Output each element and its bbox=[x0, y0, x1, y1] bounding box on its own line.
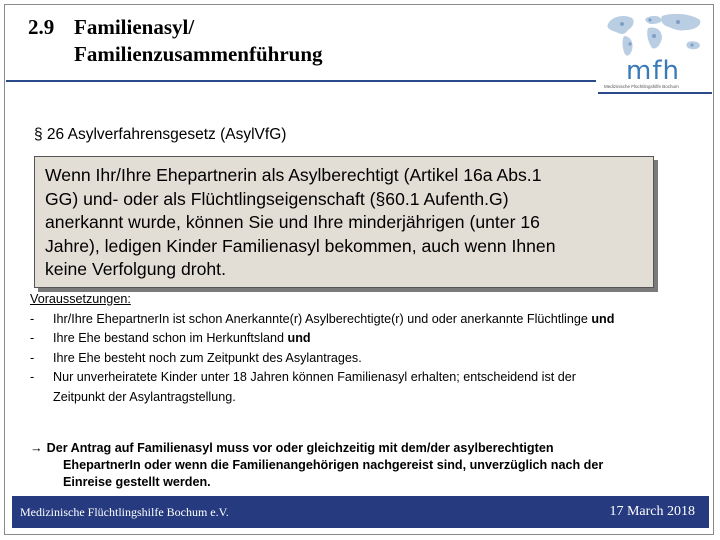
list-item bbox=[30, 368, 690, 388]
list-dash: - bbox=[30, 350, 35, 365]
callout-line: Jahre), ledigen Kinder Familienasyl bekommen, auch wenn Ihnen bbox=[45, 235, 556, 256]
list-item-text: Nur unverheiratete Kinder unter 18 Jahren können Familienasyl erhalten; entscheidend ist der bbox=[53, 370, 576, 384]
slide-title bbox=[28, 14, 323, 68]
list-item-bold: und bbox=[287, 331, 311, 345]
logo-text: mfh bbox=[626, 56, 680, 86]
list-dash: - bbox=[30, 331, 35, 345]
footer-date: 17 March 2018 bbox=[609, 504, 695, 519]
list-item-bold: und bbox=[591, 311, 615, 326]
list-dash: - bbox=[30, 311, 35, 326]
callout-line: Wenn Ihr/Ihre Ehepartnerin als Asylberechtigt (Artikel 16a Abs.1 bbox=[45, 165, 542, 185]
law-subtitle: § 26 Asylverfahrensgesetz (AsylVfG) bbox=[34, 126, 287, 143]
list-item-text: Zeitpunkt der Asylantragstellung. bbox=[53, 389, 236, 404]
callout-line: keine Verfolgung droht. bbox=[45, 259, 226, 279]
list-item bbox=[30, 310, 690, 330]
conclusion-line: Einreise gestellt werden. bbox=[63, 475, 211, 489]
list-item-text: Ihre Ehe besteht noch zum Zeitpunkt des Asylantrages. bbox=[53, 350, 362, 365]
logo-underline bbox=[598, 92, 712, 94]
callout-line: GG) und- oder als Flüchtlingseigenschaft (§60.1 Aufenth.G) bbox=[45, 188, 509, 209]
requirements-list bbox=[30, 290, 690, 407]
title-line-2: Familienzusammenführung bbox=[74, 42, 323, 66]
section-number: 2.9 bbox=[28, 15, 55, 39]
footer-bar bbox=[12, 496, 709, 528]
footer-organization: Medizinische Flüchtlingshilfe Bochum e.V. bbox=[20, 505, 229, 519]
list-dash: - bbox=[30, 370, 35, 384]
world-map-icon bbox=[602, 10, 707, 60]
conclusion-note bbox=[30, 440, 680, 491]
arrow-right-icon: → bbox=[30, 441, 43, 455]
list-item-text: Ihre Ehe bestand schon im Herkunftsland bbox=[53, 331, 288, 345]
requirements-heading: Voraussetzungen: bbox=[30, 292, 131, 306]
callout-box bbox=[34, 156, 654, 288]
conclusion-line: Der Antrag auf Familienasyl muss vor oder gleichzeitig mit dem/der asylberechtigten bbox=[46, 441, 554, 455]
list-item bbox=[30, 329, 690, 349]
conclusion-line: EhepartnerIn oder wenn die Familienangehörigen nachgereist sind, unverzüglich nach der bbox=[63, 458, 604, 472]
mfh-logo bbox=[602, 10, 707, 94]
title-line-1: Familienasyl/ bbox=[74, 15, 195, 39]
title-underline bbox=[6, 80, 596, 82]
callout-line: anerkannt wurde, können Sie und Ihre minderjährigen (unter 16 bbox=[45, 212, 540, 232]
list-item bbox=[30, 349, 690, 369]
list-item bbox=[30, 388, 690, 408]
list-item-text: Ihr/Ihre EhepartnerIn ist schon Anerkannte(r) Asylberechtigte(r) und oder anerkannte Flüchtlinge bbox=[53, 311, 592, 326]
logo-subtext: Medizinische Flüchtlingshilfe Bochum bbox=[604, 84, 679, 89]
